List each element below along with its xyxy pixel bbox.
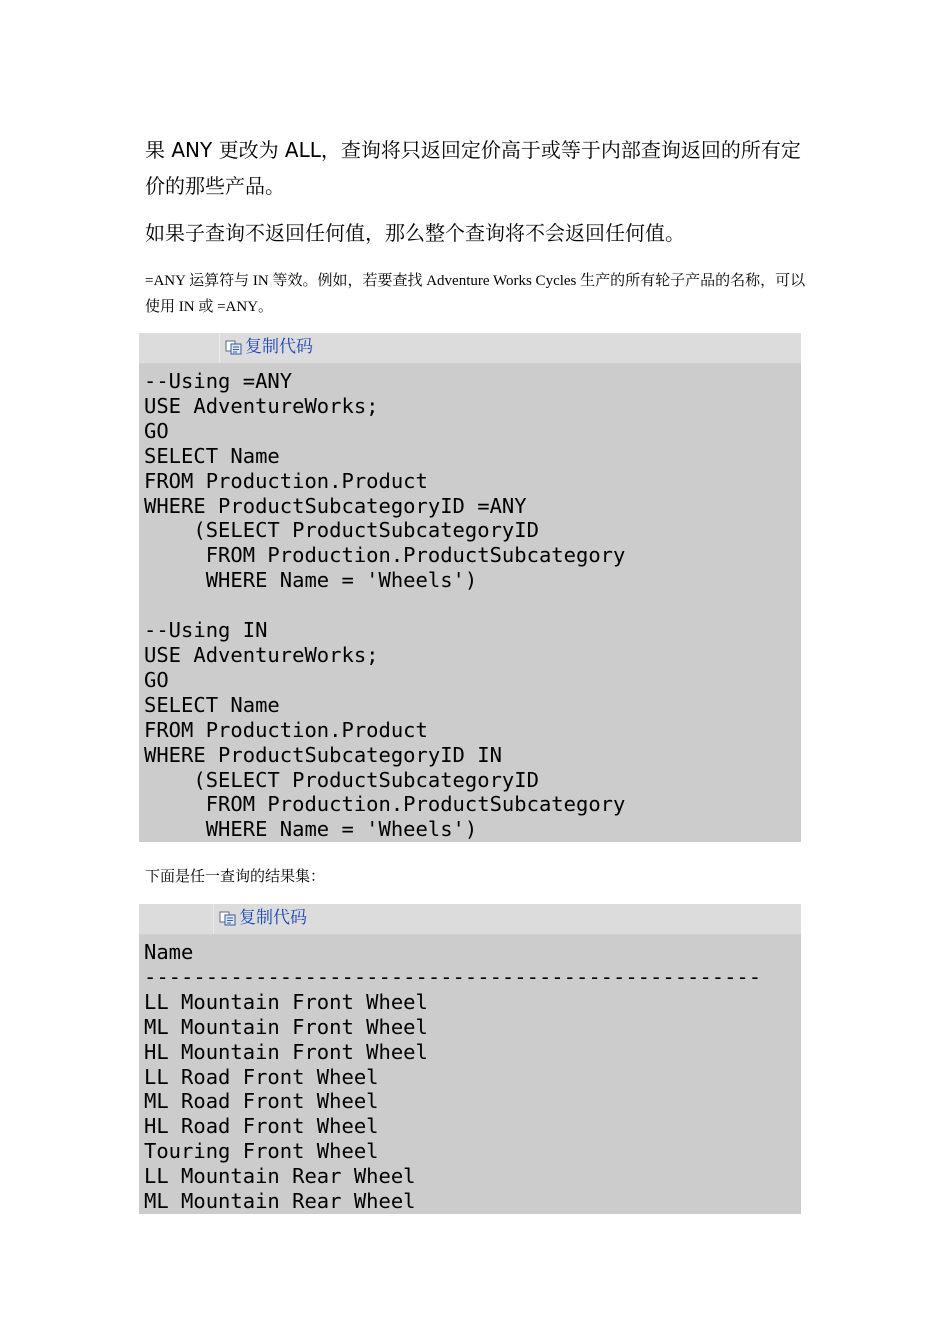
copy-code-button[interactable] xyxy=(225,336,313,358)
result-listing: Name -------------------------------------------------- LL Mountain Front Wheel ML Mountain Front Wheel HL Mountain Front Wheel LL Road Front Wheel ML Road Front Wheel HL Road Front Wheel Touring Front Wheel LL Mountain Rear Wheel ML Mountain Rear Wheel xyxy=(144,940,762,1214)
code-block-query xyxy=(139,333,801,842)
paragraph-any-all: 果 ANY 更改为 ALL，查询将只返回定价高于或等于内部查询返回的所有定价的那些产品。 xyxy=(145,138,801,198)
paragraph-any-in: =ANY 运算符与 IN 等效。例如，若要查找 Adventure Works Cycles 生产的所有轮子产品的名称，可以使用 IN 或 =ANY。 xyxy=(145,273,806,315)
copy-code-icon xyxy=(225,339,243,355)
code-block-header xyxy=(139,904,801,935)
header-divider xyxy=(219,333,220,363)
copy-code-icon xyxy=(219,910,237,926)
copy-code-label: 复制代码 xyxy=(239,908,307,928)
paragraph-result-set: 下面是任一查询的结果集： xyxy=(145,869,326,885)
code-block-results xyxy=(139,904,801,1214)
paragraph-no-values: 如果子查询不返回任何值，那么整个查询将不会返回任何值。 xyxy=(145,221,685,245)
header-divider xyxy=(213,904,214,934)
code-block-header xyxy=(139,333,801,364)
copy-code-button[interactable] xyxy=(219,907,307,929)
code-listing: --Using =ANY USE AdventureWorks; GO SELECT Name FROM Production.Product WHERE ProductSubcategoryID =ANY (SELECT ProductSubcategoryID FROM Production.ProductSubcategory WHERE Name = 'Wheels') --Using IN USE AdventureWorks; GO SELECT Name FROM Production.Product WHERE ProductSubcategoryID IN (SELECT ProductSubcategoryID FROM Production.ProductSubcategory WHERE Name = 'Wheels') xyxy=(144,369,626,842)
copy-code-label: 复制代码 xyxy=(245,337,313,357)
